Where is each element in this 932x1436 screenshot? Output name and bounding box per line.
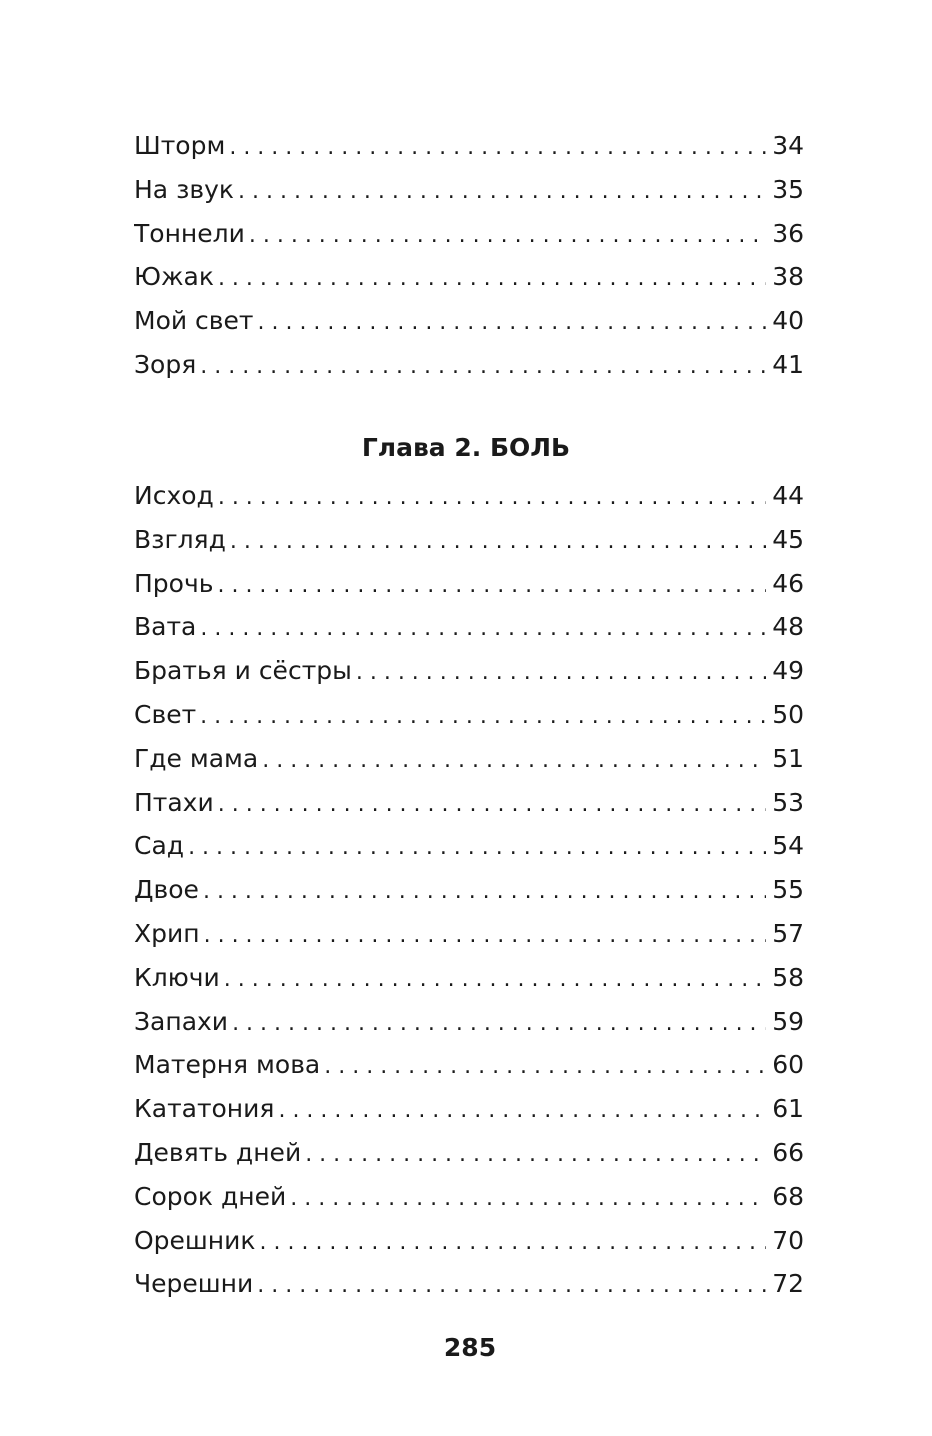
toc-entry [134,824,804,868]
toc-entry [134,518,804,562]
page-number: 285 [443,1333,497,1362]
toc-entry [134,474,804,518]
toc-entry [134,124,804,168]
toc-entry-title: Братья и сёстры [134,649,356,693]
toc-entry [134,693,804,737]
toc-entry-page: 36 [766,212,804,256]
toc-entry-page: 38 [766,255,804,299]
toc-entry-title: Взгляд [134,518,230,562]
toc-entry-page: 41 [766,343,804,387]
toc-entry-title: Где мама [134,737,262,781]
toc-entry-title: Южак [134,255,218,299]
leader-dots [224,958,766,1000]
toc-entry-title: Мой свет [134,299,257,343]
leader-dots [218,257,766,299]
toc-entry-title: Прочь [134,562,217,606]
toc-entry-page: 40 [766,299,804,343]
toc-entry-page: 51 [766,737,804,781]
toc-entry-title: Девять дней [134,1131,305,1175]
toc-entry-title: Зоря [134,343,200,387]
toc-entry-title: Орешник [134,1219,260,1263]
toc-entry [134,649,804,693]
leader-dots [257,301,766,343]
toc-entry-page: 44 [766,474,804,518]
toc-entry [134,1131,804,1175]
toc-entry-page: 35 [766,168,804,212]
toc-entry [134,1175,804,1219]
leader-dots [305,1133,766,1175]
toc-entry-page: 48 [766,605,804,649]
leader-dots [230,520,766,562]
leader-dots [356,651,766,693]
toc-entry [134,737,804,781]
toc-entry-page: 60 [766,1043,804,1087]
toc-entry-page: 45 [766,518,804,562]
toc-entry-page: 34 [766,124,804,168]
toc-entry [134,1043,804,1087]
toc-section-chapter-2 [134,474,804,1306]
toc-entry-page: 59 [766,1000,804,1044]
toc-entry-title: Хрип [134,912,204,956]
leader-dots [324,1045,766,1087]
leader-dots [200,345,766,387]
toc-entry-title: Черешни [134,1262,257,1306]
toc-entry [134,343,804,387]
toc-entry-title: Кататония [134,1087,278,1131]
toc-entry-page: 50 [766,693,804,737]
toc-entry-title: Запахи [134,1000,232,1044]
toc-section-1 [134,124,804,387]
toc-entry-page: 70 [766,1219,804,1263]
leader-dots [218,476,766,518]
toc-entry-title: Сорок дней [134,1175,290,1219]
toc-entry [134,868,804,912]
toc-entry [134,1262,804,1306]
toc-entry-title: Вата [134,605,200,649]
toc-entry [134,605,804,649]
leader-dots [217,564,766,606]
chapter-heading: Глава 2. БОЛЬ [361,433,571,462]
toc-entry-page: 58 [766,956,804,1000]
leader-dots [200,695,766,737]
leader-dots [232,1002,766,1044]
toc-entry [134,168,804,212]
toc-entry-page: 49 [766,649,804,693]
toc-entry-page: 55 [766,868,804,912]
leader-dots [249,214,766,256]
toc-entry [134,956,804,1000]
toc-entry-title: Сад [134,824,188,868]
leader-dots [278,1089,766,1131]
toc-entry-page: 54 [766,824,804,868]
toc-entry [134,781,804,825]
toc-entry [134,912,804,956]
leader-dots [290,1177,766,1219]
toc-entry-title: Исход [134,474,218,518]
toc-entry [134,562,804,606]
leader-dots [229,126,766,168]
toc-entry-title: Двое [134,868,203,912]
toc-entry-title: На звук [134,168,238,212]
toc-entry-page: 72 [766,1262,804,1306]
toc-entry [134,255,804,299]
toc-entry-title: Матерня мова [134,1043,324,1087]
toc-entry-title: Ключи [134,956,224,1000]
leader-dots [218,783,766,825]
leader-dots [257,1264,766,1306]
toc-entry-page: 53 [766,781,804,825]
leader-dots [188,826,766,868]
leader-dots [203,870,766,912]
leader-dots [200,607,766,649]
leader-dots [204,914,766,956]
toc-entry [134,1000,804,1044]
toc-entry-page: 66 [766,1131,804,1175]
toc-entry [134,1219,804,1263]
toc-entry [134,212,804,256]
toc-entry-title: Шторм [134,124,229,168]
toc-entry-page: 68 [766,1175,804,1219]
leader-dots [238,170,766,212]
toc-entry-page: 61 [766,1087,804,1131]
toc-entry-title: Тоннели [134,212,249,256]
leader-dots [260,1221,767,1263]
toc-entry-page: 57 [766,912,804,956]
toc-entry [134,1087,804,1131]
toc-entry-title: Свет [134,693,200,737]
toc-entry-page: 46 [766,562,804,606]
toc-entry [134,299,804,343]
toc-entry-title: Птахи [134,781,218,825]
leader-dots [262,739,766,781]
